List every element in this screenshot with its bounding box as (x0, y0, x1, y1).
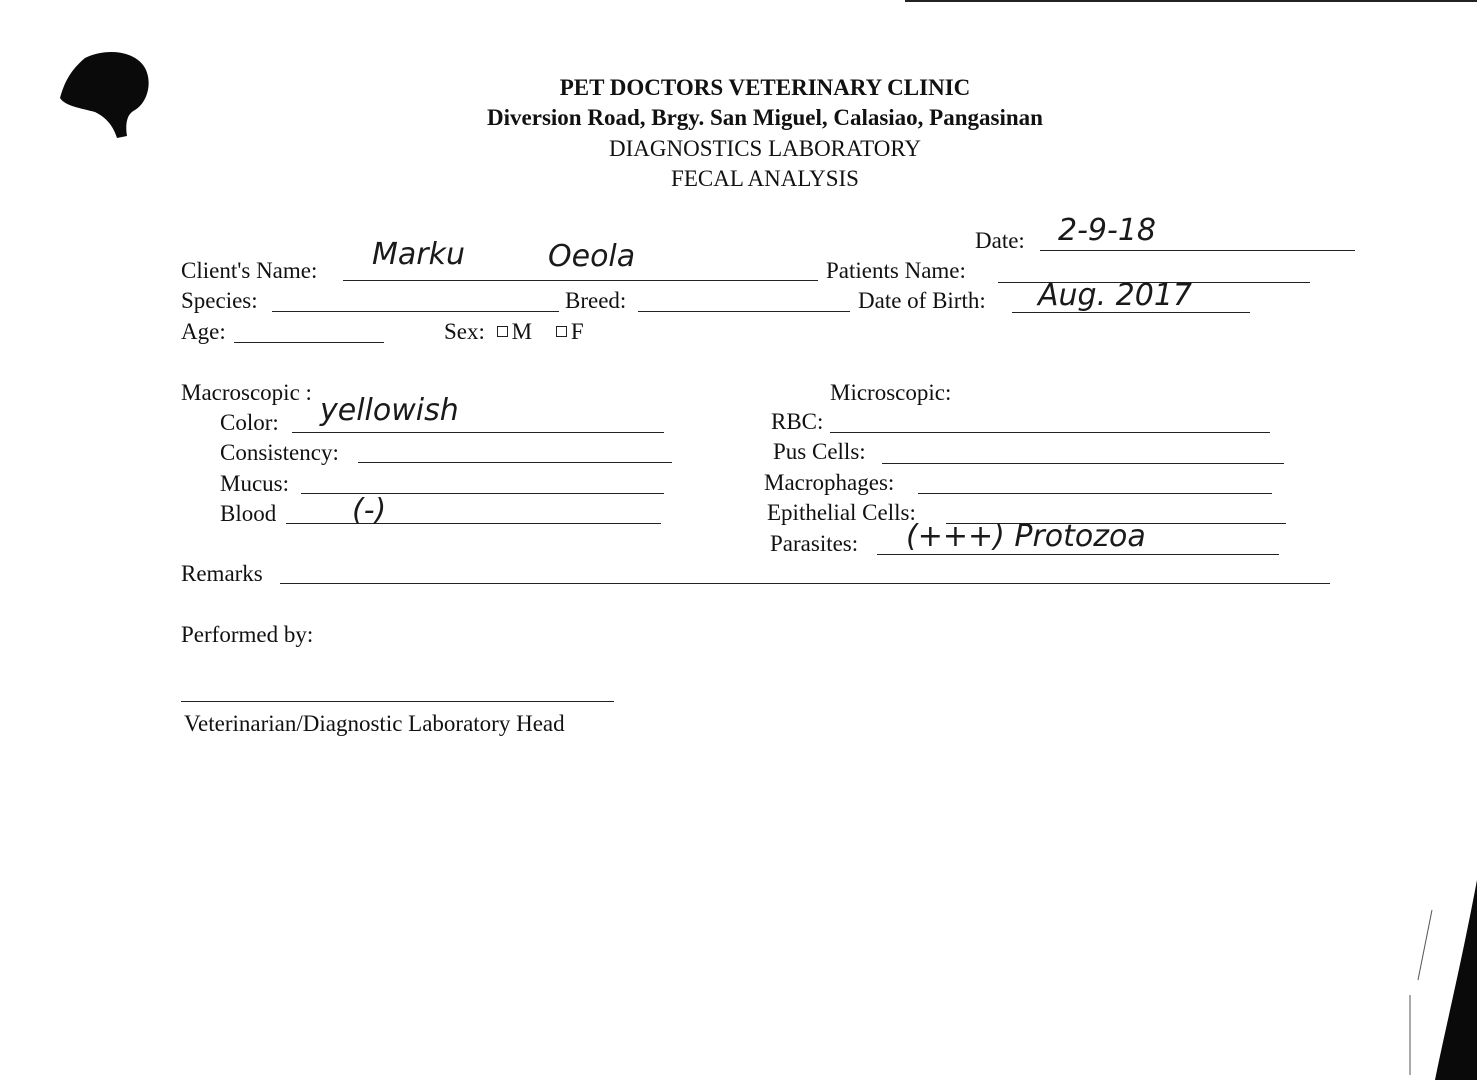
clinic-name: PET DOCTORS VETERINARY CLINIC (559, 75, 971, 100)
dob-label: Date of Birth: (858, 288, 986, 313)
client-name-value-last: Oeola (548, 239, 636, 274)
scan-edge-shadow (1400, 870, 1477, 1080)
consistency-field[interactable] (358, 462, 672, 463)
blood-value: (-) (352, 493, 387, 528)
scan-edge-line (905, 0, 1477, 2)
form-title: FECAL ANALYSIS (671, 166, 859, 191)
pus-cells-label: Pus Cells: (773, 439, 866, 464)
date-value: 2-9-18 (1058, 213, 1156, 248)
consistency-label: Consistency: (220, 440, 339, 465)
sex-label: Sex: (444, 319, 485, 344)
remarks-label: Remarks (181, 561, 263, 586)
macroscopic-title: Macroscopic : (181, 380, 312, 405)
sex-male-checkbox[interactable] (497, 326, 508, 337)
department-title: DIAGNOSTICS LABORATORY (608, 136, 922, 161)
sex-male-label: M (511, 319, 533, 344)
parasites-label: Parasites: (770, 531, 859, 556)
performed-by-label: Performed by: (181, 622, 314, 647)
client-name-value-first: Marku (372, 237, 465, 272)
blood-field[interactable] (286, 523, 661, 524)
signature-line[interactable] (181, 701, 614, 702)
signature-title: Veterinarian/Diagnostic Laboratory Head (184, 711, 565, 736)
dob-value: Aug. 2017 (1038, 278, 1192, 313)
mucus-label: Mucus: (220, 471, 289, 496)
date-label: Date: (975, 228, 1025, 253)
remarks-field[interactable] (280, 583, 1330, 584)
patient-name-label: Patients Name: (826, 258, 966, 283)
rbc-field[interactable] (830, 432, 1270, 433)
sex-field (444, 319, 584, 345)
sex-female-label: F (570, 319, 584, 344)
parasites-field[interactable] (877, 554, 1279, 555)
blood-label: Blood (220, 501, 277, 526)
macrophages-label: Macrophages: (764, 470, 895, 495)
client-name-label: Client's Name: (181, 258, 318, 283)
date-field[interactable] (1040, 250, 1355, 251)
color-label: Color: (220, 410, 279, 435)
rbc-label: RBC: (771, 409, 824, 434)
pus-cells-field[interactable] (882, 463, 1284, 464)
clinic-address: Diversion Road, Brgy. San Miguel, Calasiao, Pangasinan (487, 105, 1043, 130)
age-field[interactable] (234, 342, 384, 343)
client-name-field[interactable] (343, 280, 818, 281)
color-field[interactable] (292, 432, 664, 433)
color-value: yellowish (320, 393, 459, 428)
sex-female-checkbox[interactable] (556, 326, 567, 337)
macrophages-field[interactable] (918, 493, 1272, 494)
breed-field[interactable] (638, 311, 850, 312)
species-field[interactable] (272, 311, 559, 312)
species-label: Species: (181, 288, 258, 313)
age-label: Age: (181, 319, 226, 344)
microscopic-title: Microscopic: (830, 380, 952, 405)
breed-label: Breed: (565, 288, 627, 313)
parasites-value: (+++) Protozoa (906, 519, 1146, 554)
epithelial-cells-label: Epithelial Cells: (767, 500, 916, 525)
